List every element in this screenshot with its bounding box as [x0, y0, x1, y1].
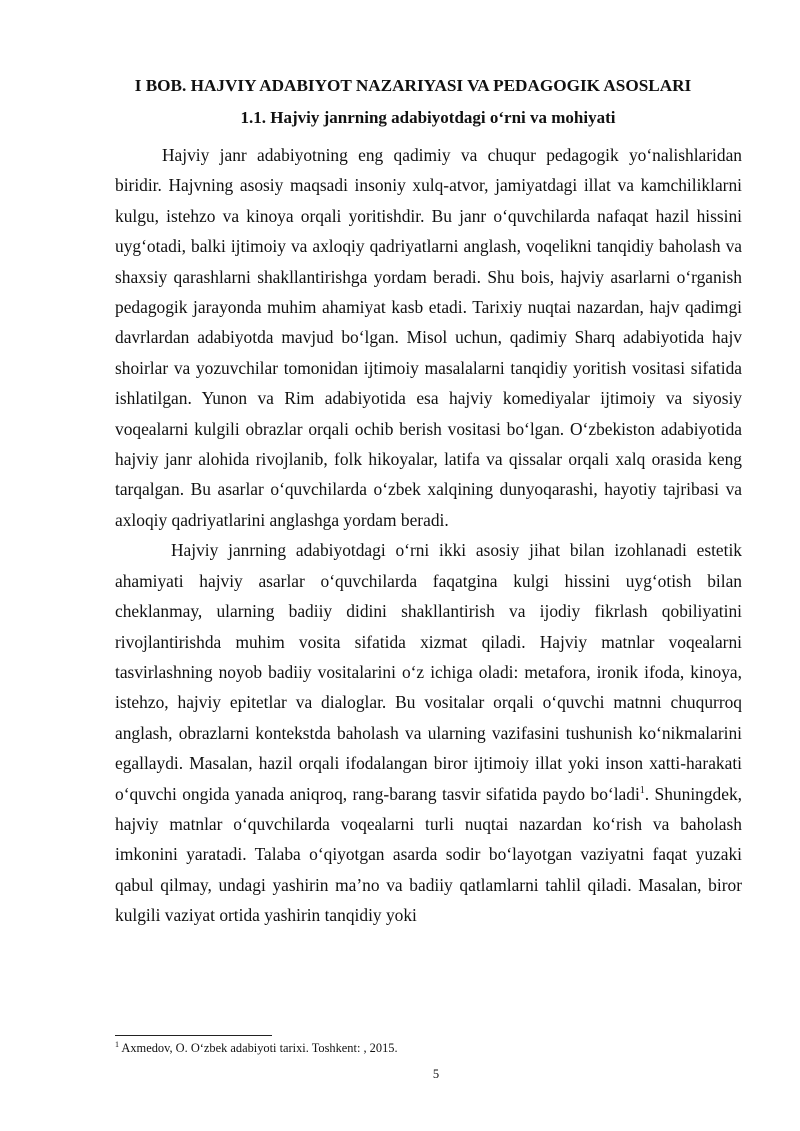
footnote: [115, 1040, 742, 1056]
body-text: [115, 140, 742, 931]
paragraph-2: [115, 535, 742, 930]
section-title: 1.1. Hajviy janrning adabiyotdagi o‘rni va mohiyati: [240, 108, 616, 127]
footnote-reference[interactable]: 1: [639, 784, 645, 796]
chapter-title: I BOB. HAJVIY ADABIYOT NAZARIYASI VA PEDAGOGIK ASOSLARI: [134, 76, 692, 95]
page-number: 5: [432, 1067, 440, 1081]
paragraph-2-text-b: . Shuningdek, hajviy matnlar o‘quvchilarda voqealarni turli nuqtai nazardan ko‘rish va baholash imkonini yaratadi. Talaba o‘qiyotgan asarda sodir bo‘layotgan vaziyatni faqat yuzaki qabul qilmay, undagi yashirin ma’no va badiiy qatlamlarni tahlil qiladi. Masalan, biror kulgili vaziyat ortida yashirin tanqidiy yoki: [115, 783, 742, 926]
paragraph-1: Hajviy janr adabiyotning eng qadimiy va chuqur pedagogik yo‘nalishlaridan biridir. Hajvning asosiy maqsadi insoniy xulq-atvor, jamiyatdagi illat va kamchiliklarni kulgu, istehzo va kinoya orqali yoritishdir. Bu janr o‘quvchilarda nafaqat hazil hissini uyg‘otadi, balki ijtimoiy va axloqiy qadriyatlarni anglash, voqelikni tanqidiy baholash va shaxsiy qarashlarni shakllantirishga yordam beradi. Shu bois, hajviy asarlarni o‘rganish pedagogik jarayonda muhim ahamiyat kasb etadi. Tarixiy nuqtai nazardan, hajv qadimgi davrlardan adabiyotda mavjud bo‘lgan. Misol uchun, qadimiy Sharq adabiyotida hajv shoirlar va yozuvchilar tomonidan ijtimoiy masalalarni tanqidiy yoritish vositasi sifatida ishlatilgan. Yunon va Rim adabiyotida esa hajviy komediyalar ijtimoiy va siyosiy voqealarni kulgili obrazlar orqali ochib berish vositasi bo‘lgan. O‘zbekiston adabiyotida hajviy janr alohida rivojlanib, folk hikoyalar, latifa va qissalar orqali xalq orasida keng tarqalgan. Bu asarlar o‘quvchilarda o‘zbek xalqining dunyoqarashi, hayotiy tajribasi va axloqiy qadriyatlarini anglashga yordam beradi.: [115, 145, 742, 530]
footnote-marker: 1: [115, 1039, 119, 1049]
footnote-divider: [115, 1035, 272, 1036]
paragraph-2-text-a: Hajviy janrning adabiyotdagi o‘rni ikki asosiy jihat bilan izohlanadi estetik ahamiyati hajviy asarlar o‘quvchilarda faqatgina kulgi hissini uyg‘otish bilan cheklanmay, ularning badiiy didini shakllantirish va ijodiy fikrlash qobiliyatini rivojlantirishda muhim vosita sifatida xizmat qiladi. Hajviy matnlar voqealarni tasvirlashning noyob badiiy vositalarini o‘z ichiga oladi: metafora, ironik ifoda, kinoya, istehzo, hajviy epitetlar va dialoglar. Bu vositalar orqali o‘quvchi matnni chuqurroq anglash, obrazlarni kontekstda baholash va ularning vazifasini tushunish ko‘nikmalarini egallaydi. Masalan, hazil orqali ifodalangan biror ijtimoiy illat yoki inson xatti-harakati o‘quvchi ongida yanada aniqroq, rang-barang tasvir sifatida paydo bo‘ladi: [115, 540, 742, 804]
footnote-text: Axmedov, O. O‘zbek adabiyoti tarixi. Toshkent: , 2015.: [119, 1041, 398, 1055]
